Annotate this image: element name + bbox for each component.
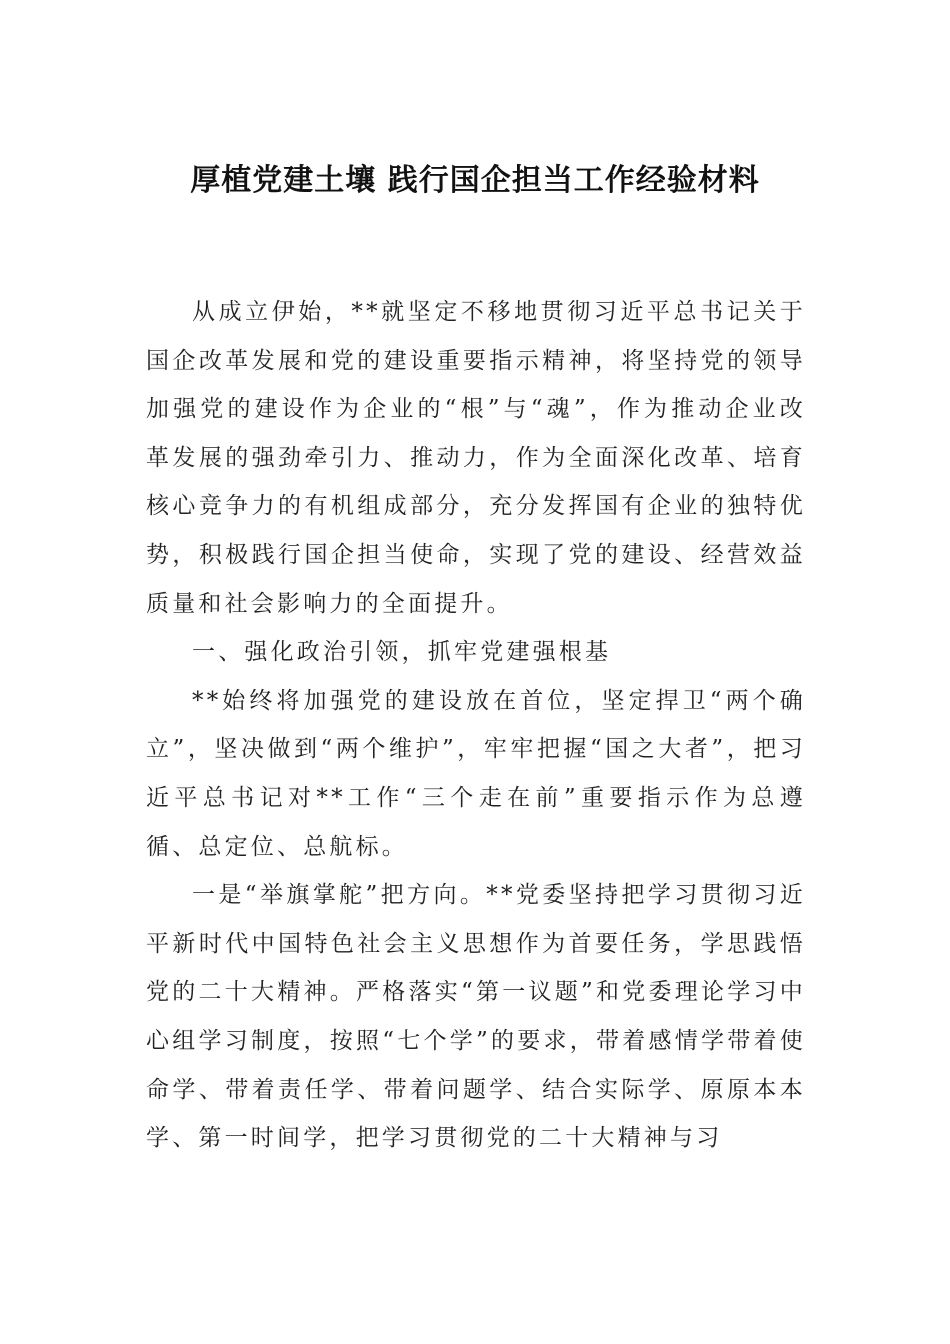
document-body xyxy=(146,288,806,1163)
document-title: 厚植党建土壤 践行国企担当工作经验材料 xyxy=(190,163,760,198)
intro-paragraph: 从成立伊始，**就坚定不移地贯彻习近平总书记关于国企改革发展和党的建设重要指示精神，将坚持党的领导加强党的建设作为企业的“根”与“魂”，作为推动企业改革发展的强劲牵引力、推动力，作为全面深化改革、培育核心竞争力的有机组成部分，充分发挥国有企业的独特优势，积极践行国企担当使命，实现了党的建设、经营效益质量和社会影响力的全面提升。 xyxy=(146,299,806,617)
section-heading-1: 一、强化政治引领，抓牢党建强根基 xyxy=(192,639,612,666)
section-1-paragraph: **始终将加强党的建设放在首位，坚定捍卫“两个确立”，坚决做到“两个维护”，牢牢把握“国之大者”，把习近平总书记对**工作“三个走在前”重要指示作为总遵循、总定位、总航标。 xyxy=(146,687,806,860)
point-1-paragraph: 一是“举旗掌舵”把方向。**党委坚持把学习贯彻习近平新时代中国特色社会主义思想作为首要任务，学思践悟党的二十大精神。严格落实“第一议题”和党委理论学习中心组学习制度，按照“七个学”的要求，带着感情学带着使命学、带着责任学、带着问题学、结合实际学、原原本本学、第一时间学，把学习贯彻党的二十大精神与习 xyxy=(146,882,806,1152)
